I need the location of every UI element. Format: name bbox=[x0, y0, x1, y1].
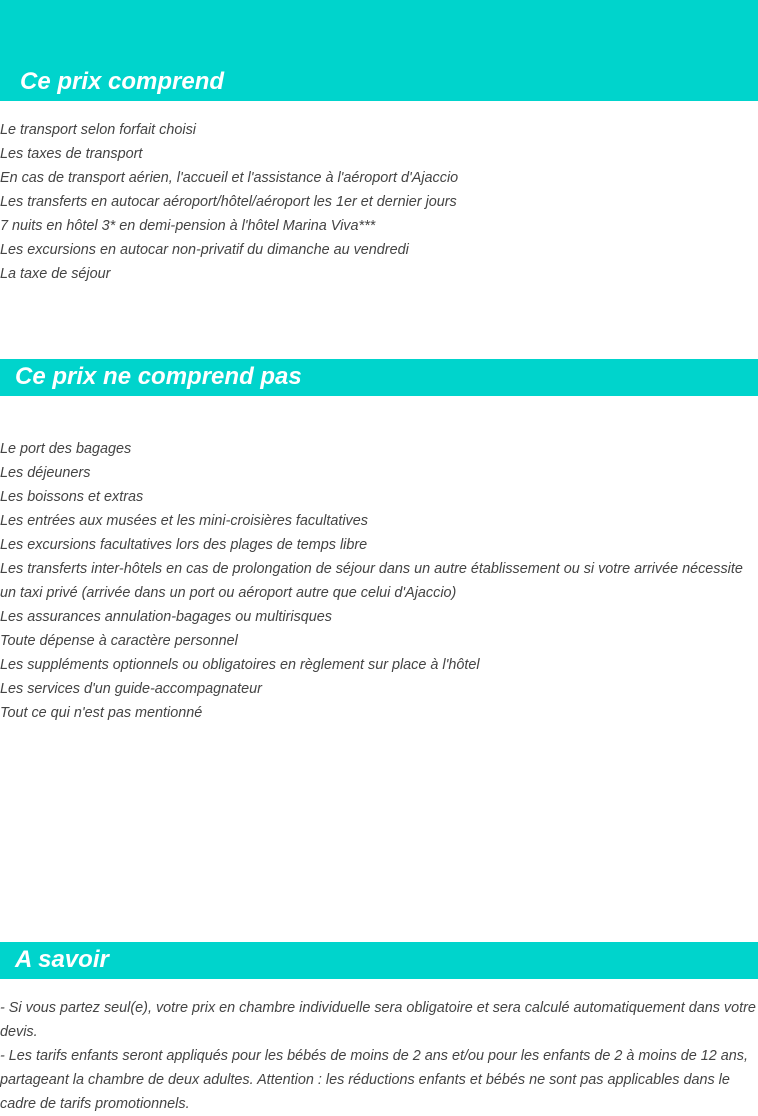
info-paragraph: - Si vous partez seul(e), votre prix en chambre individuelle sera obligatoire et sera calculé automatiquement dans votre devis. bbox=[0, 1000, 756, 1040]
list-item: Les transferts en autocar aéroport/hôtel/aéroport les 1er et dernier jours bbox=[0, 194, 457, 210]
list-item: La taxe de séjour bbox=[0, 266, 111, 282]
info-paragraph: - Les tarifs enfants seront appliqués pour les bébés de moins de 2 ans et/ou pour les enfants de 2 à moins de 12 ans, partageant la chambre de deux adultes. Attention : les réductions enfants et bébés ne sont pas applicables dans le cadre de tarifs promotionnels. bbox=[0, 1048, 748, 1112]
list-item: En cas de transport aérien, l'accueil et l'assistance à l'aéroport d'Ajaccio bbox=[0, 170, 459, 186]
list-item: Les transferts inter-hôtels en cas de prolongation de séjour dans un autre établissement ou si votre arrivée nécessite un taxi privé (arrivée dans un port ou aéroport autre que celui d'Ajaccio) bbox=[0, 561, 743, 601]
section-title-not-included: Ce prix ne comprend pas bbox=[15, 363, 302, 390]
section-header-included bbox=[0, 0, 758, 101]
list-item: Les suppléments optionnels ou obligatoires en règlement sur place à l'hôtel bbox=[0, 657, 480, 673]
list-item: Les assurances annulation-bagages ou multirisques bbox=[0, 609, 332, 625]
list-item: 7 nuits en hôtel 3* en demi-pension à l'hôtel Marina Viva*** bbox=[0, 218, 376, 234]
section-title-included: Ce prix comprend bbox=[20, 68, 225, 95]
list-item: Les services d'un guide-accompagnateur bbox=[0, 681, 262, 697]
list-item: Les boissons et extras bbox=[0, 489, 144, 505]
not-included-list bbox=[0, 437, 756, 725]
list-item: Toute dépense à caractère personnel bbox=[0, 633, 238, 649]
list-item: Le transport selon forfait choisi bbox=[0, 122, 196, 138]
info-text bbox=[0, 996, 756, 1116]
list-item: Les excursions facultatives lors des plages de temps libre bbox=[0, 537, 368, 553]
list-item: Le port des bagages bbox=[0, 441, 132, 457]
list-item: Les taxes de transport bbox=[0, 146, 143, 162]
list-item: Les déjeuners bbox=[0, 465, 91, 481]
included-list bbox=[0, 118, 756, 286]
list-item: Tout ce qui n'est pas mentionné bbox=[0, 705, 203, 721]
list-item: Les entrées aux musées et les mini-croisières facultatives bbox=[0, 513, 368, 529]
list-item: Les excursions en autocar non-privatif du dimanche au vendredi bbox=[0, 242, 409, 258]
section-header-info bbox=[0, 942, 758, 979]
section-title-info: A savoir bbox=[15, 946, 109, 973]
section-header-not-included bbox=[0, 359, 758, 396]
